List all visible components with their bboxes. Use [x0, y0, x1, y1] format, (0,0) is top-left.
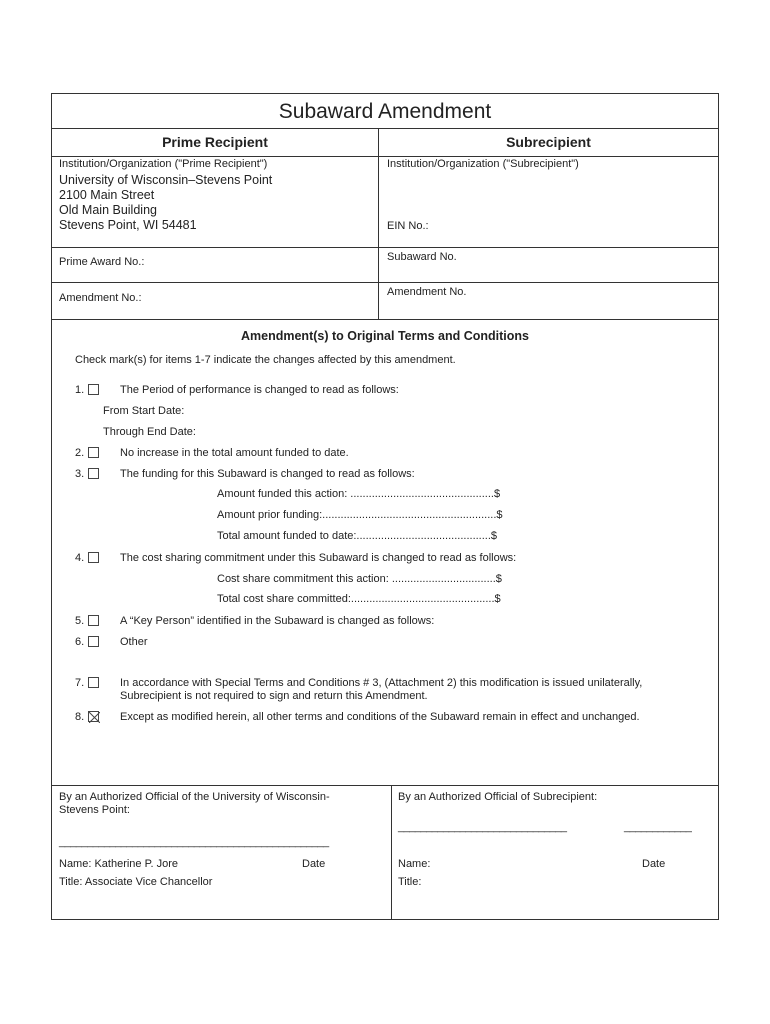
form-title: Subaward Amendment — [278, 100, 492, 123]
divider — [52, 247, 718, 248]
item-2-checkbox[interactable] — [88, 447, 99, 458]
amendments-instruction: Check mark(s) for items 1-7 indicate the changes affected by this amendment. — [75, 354, 456, 366]
total-amount-funded: Total amount funded to date:............................................$ — [217, 530, 498, 542]
item-number: 6. — [75, 636, 85, 648]
column-divider — [378, 128, 379, 319]
sub-signer-name: Name: — [398, 858, 431, 870]
item-text: The cost sharing commitment under this Subaward is changed to read as follows: — [120, 552, 517, 564]
prime-address-line1: 2100 Main Street — [59, 188, 155, 202]
prime-signer-name: Name: Katherine P. Jore — [59, 858, 179, 870]
item-text: Other — [120, 636, 148, 648]
prime-org-name: University of Wisconsin–Stevens Point — [59, 173, 273, 187]
start-date-label: From Start Date: — [103, 405, 185, 417]
divider — [52, 785, 718, 786]
sub-signature-line[interactable]: ______________________________ — [398, 821, 567, 833]
prime-amendment-label: Amendment No.: — [59, 292, 142, 304]
item-1-checkbox[interactable] — [88, 384, 99, 395]
subaward-amendment-form — [51, 93, 719, 920]
item-3-checkbox[interactable] — [88, 468, 99, 479]
item-number: 1. — [75, 384, 85, 396]
cost-share-this-action: Cost share commitment this action: ..................................$ — [217, 573, 502, 585]
ein-label: EIN No.: — [387, 220, 429, 232]
prime-date-label: Date — [302, 858, 326, 870]
item-5-checkbox[interactable] — [88, 615, 99, 626]
item-4-checkbox[interactable] — [88, 552, 99, 563]
amendments-title: Amendment(s) to Original Terms and Conditions — [241, 329, 529, 343]
item-number: 3. — [75, 468, 85, 480]
prime-recipient-header: Prime Recipient — [162, 134, 268, 150]
item-number: 2. — [75, 447, 85, 459]
subrecipient-header: Subrecipient — [506, 134, 591, 150]
divider — [52, 128, 718, 129]
prime-award-label: Prime Award No.: — [59, 256, 145, 268]
amount-funded-this-action: Amount funded this action: ...............................................$ — [217, 488, 501, 500]
sub-org-label: Institution/Organization ("Subrecipient") — [387, 158, 579, 170]
item-number: 7. — [75, 677, 85, 689]
prime-address-line2: Old Main Building — [59, 203, 157, 217]
prime-official-label: By an Authorized Official of the University of Wisconsin- — [59, 791, 330, 803]
item-number: 8. — [75, 711, 85, 723]
item-text: A “Key Person” identified in the Subaward is changed as follows: — [120, 615, 435, 627]
sub-signer-title: Title: — [398, 876, 422, 888]
item-text: No increase in the total amount funded to date. — [120, 447, 349, 459]
prime-address-line3: Stevens Point, WI 54481 — [59, 218, 197, 232]
divider — [52, 156, 718, 157]
total-cost-share: Total cost share committed:...............................................$ — [217, 593, 501, 605]
item-text: The Period of performance is changed to read as follows: — [120, 384, 399, 396]
item-text: In accordance with Special Terms and Conditions # 3, (Attachment 2) this modification is issued unilaterally, — [120, 677, 643, 689]
sub-official-label: By an Authorized Official of Subrecipient: — [398, 791, 598, 803]
checked-x-icon — [89, 712, 100, 723]
divider — [52, 282, 718, 283]
item-7-checkbox[interactable] — [88, 677, 99, 688]
item-number: 4. — [75, 552, 85, 564]
prime-signature-line[interactable]: ________________________________________________ — [59, 836, 329, 848]
prime-signer-title: Title: Associate Vice Chancellor — [59, 876, 213, 888]
item-text: The funding for this Subaward is changed to read as follows: — [120, 468, 415, 480]
sub-date-label: Date — [642, 858, 666, 870]
item-8-checkbox[interactable] — [88, 711, 99, 722]
sub-amendment-label: Amendment No. — [387, 286, 467, 298]
prime-official-label-continued: Stevens Point: — [59, 804, 130, 816]
divider — [52, 319, 718, 320]
item-text: Except as modified herein, all other terms and conditions of the Subaward remain in effect and unchanged. — [120, 711, 640, 723]
item-text-continued: Subrecipient is not required to sign and return this Amendment. — [120, 690, 428, 702]
sub-date-line[interactable]: ____________ — [624, 821, 692, 833]
item-6-checkbox[interactable] — [88, 636, 99, 647]
end-date-label: Through End Date: — [103, 426, 196, 438]
subaward-no-label: Subaward No. — [387, 251, 457, 263]
prime-org-label: Institution/Organization ("Prime Recipient") — [59, 158, 268, 170]
signature-divider — [391, 785, 392, 919]
item-number: 5. — [75, 615, 85, 627]
amount-prior-funding: Amount prior funding:.........................................................$ — [217, 509, 503, 521]
